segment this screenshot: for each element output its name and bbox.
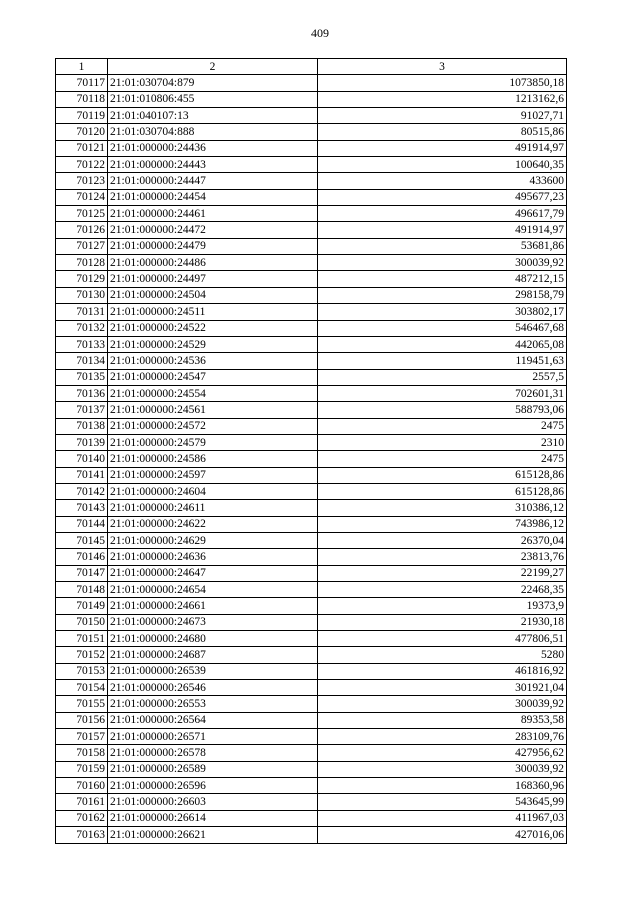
value-cell: 300039,92	[318, 761, 567, 777]
row-number-cell: 70124	[56, 189, 108, 205]
row-number-cell: 70160	[56, 778, 108, 794]
row-number-cell: 70125	[56, 206, 108, 222]
cadastral-number-cell: 21:01:000000:24461	[108, 206, 318, 222]
page-number: 409	[311, 26, 329, 40]
table-row	[56, 467, 567, 483]
row-number-cell: 70134	[56, 353, 108, 369]
value-cell: 1213162,6	[318, 91, 567, 107]
cadastral-number-cell: 21:01:000000:26564	[108, 712, 318, 728]
row-number-cell: 70133	[56, 336, 108, 352]
row-number-cell: 70147	[56, 565, 108, 581]
row-number-cell: 70136	[56, 385, 108, 401]
row-number-cell: 70154	[56, 680, 108, 696]
table-row	[56, 124, 567, 140]
value-cell: 615128,86	[318, 483, 567, 499]
table-row	[56, 516, 567, 532]
table-row	[56, 222, 567, 238]
row-number-cell: 70119	[56, 108, 108, 124]
row-number-cell: 70159	[56, 761, 108, 777]
value-cell: 168360,96	[318, 778, 567, 794]
value-cell: 119451,63	[318, 353, 567, 369]
row-number-cell: 70137	[56, 402, 108, 418]
row-number-cell: 70142	[56, 483, 108, 499]
value-cell: 22199,27	[318, 565, 567, 581]
table-row	[56, 614, 567, 630]
table-row	[56, 794, 567, 810]
row-number-cell: 70144	[56, 516, 108, 532]
cadastral-number-cell: 21:01:000000:24661	[108, 598, 318, 614]
value-cell: 5280	[318, 647, 567, 663]
value-cell: 477806,51	[318, 631, 567, 647]
value-cell: 615128,86	[318, 467, 567, 483]
row-number-cell: 70126	[56, 222, 108, 238]
cadastral-number-cell: 21:01:030704:888	[108, 124, 318, 140]
value-cell: 588793,06	[318, 402, 567, 418]
table-row	[56, 434, 567, 450]
table-row	[56, 827, 567, 843]
row-number-cell: 70163	[56, 827, 108, 843]
cadastral-number-cell: 21:01:000000:24597	[108, 467, 318, 483]
value-cell: 298158,79	[318, 287, 567, 303]
cadastral-number-cell: 21:01:000000:24511	[108, 304, 318, 320]
value-cell: 2557,5	[318, 369, 567, 385]
cadastral-number-cell: 21:01:000000:24472	[108, 222, 318, 238]
row-number-cell: 70139	[56, 434, 108, 450]
row-number-cell: 70123	[56, 173, 108, 189]
value-cell: 487212,15	[318, 271, 567, 287]
column-header-1: 1	[56, 59, 108, 75]
table-row	[56, 369, 567, 385]
value-cell: 91027,71	[318, 108, 567, 124]
cadastral-number-cell: 21:01:000000:26539	[108, 663, 318, 679]
cadastral-number-cell: 21:01:000000:24572	[108, 418, 318, 434]
value-cell: 300039,92	[318, 255, 567, 271]
row-number-cell: 70129	[56, 271, 108, 287]
table-row	[56, 353, 567, 369]
cadastral-number-cell: 21:01:000000:24447	[108, 173, 318, 189]
table-row	[56, 238, 567, 254]
cadastral-number-cell: 21:01:000000:24636	[108, 549, 318, 565]
value-cell: 23813,76	[318, 549, 567, 565]
table-row	[56, 745, 567, 761]
value-cell: 491914,97	[318, 222, 567, 238]
value-cell: 300039,92	[318, 696, 567, 712]
cadastral-number-cell: 21:01:000000:24647	[108, 565, 318, 581]
table-row	[56, 500, 567, 516]
row-number-cell: 70122	[56, 157, 108, 173]
cadastral-number-cell: 21:01:000000:24579	[108, 434, 318, 450]
cadastral-number-cell: 21:01:030704:879	[108, 75, 318, 91]
table-body	[56, 75, 567, 843]
cadastral-number-cell: 21:01:000000:24436	[108, 140, 318, 156]
value-cell: 310386,12	[318, 500, 567, 516]
value-cell: 427956,62	[318, 745, 567, 761]
value-cell: 26370,04	[318, 532, 567, 548]
table-row	[56, 336, 567, 352]
value-cell: 496617,79	[318, 206, 567, 222]
row-number-cell: 70156	[56, 712, 108, 728]
table-row	[56, 483, 567, 499]
row-number-cell: 70132	[56, 320, 108, 336]
value-cell: 442065,08	[318, 336, 567, 352]
data-table	[55, 58, 567, 844]
row-number-cell: 70161	[56, 794, 108, 810]
row-number-cell: 70153	[56, 663, 108, 679]
row-number-cell: 70127	[56, 238, 108, 254]
row-number-cell: 70141	[56, 467, 108, 483]
cadastral-number-cell: 21:01:000000:24561	[108, 402, 318, 418]
row-number-cell: 70143	[56, 500, 108, 516]
cadastral-number-cell: 21:01:000000:26578	[108, 745, 318, 761]
cadastral-number-cell: 21:01:000000:24622	[108, 516, 318, 532]
table-row	[56, 729, 567, 745]
table-row	[56, 451, 567, 467]
row-number-cell: 70130	[56, 287, 108, 303]
cadastral-number-cell: 21:01:000000:26596	[108, 778, 318, 794]
cadastral-number-cell: 21:01:000000:24680	[108, 631, 318, 647]
table-row	[56, 810, 567, 826]
table-row	[56, 173, 567, 189]
value-cell: 283109,76	[318, 729, 567, 745]
table-row	[56, 75, 567, 91]
table-row	[56, 418, 567, 434]
cadastral-number-cell: 21:01:000000:24547	[108, 369, 318, 385]
row-number-cell: 70158	[56, 745, 108, 761]
table-row	[56, 680, 567, 696]
cadastral-number-cell: 21:01:000000:26614	[108, 810, 318, 826]
table-row	[56, 565, 567, 581]
table-row	[56, 189, 567, 205]
value-cell: 100640,35	[318, 157, 567, 173]
cadastral-number-cell: 21:01:000000:26571	[108, 729, 318, 745]
value-cell: 461816,92	[318, 663, 567, 679]
row-number-cell: 70145	[56, 532, 108, 548]
table-row	[56, 663, 567, 679]
table-row	[56, 91, 567, 107]
table-row	[56, 287, 567, 303]
row-number-cell: 70135	[56, 369, 108, 385]
table-row	[56, 320, 567, 336]
row-number-cell: 70148	[56, 582, 108, 598]
table-row	[56, 157, 567, 173]
value-cell: 411967,03	[318, 810, 567, 826]
row-number-cell: 70162	[56, 810, 108, 826]
cadastral-number-cell: 21:01:040107:13	[108, 108, 318, 124]
cadastral-number-cell: 21:01:000000:24554	[108, 385, 318, 401]
value-cell: 491914,97	[318, 140, 567, 156]
table-row	[56, 532, 567, 548]
table-row	[56, 385, 567, 401]
value-cell: 495677,23	[318, 189, 567, 205]
value-cell: 1073850,18	[318, 75, 567, 91]
row-number-cell: 70150	[56, 614, 108, 630]
row-number-cell: 70146	[56, 549, 108, 565]
cadastral-number-cell: 21:01:000000:26621	[108, 827, 318, 843]
value-cell: 21930,18	[318, 614, 567, 630]
value-cell: 303802,17	[318, 304, 567, 320]
cadastral-number-cell: 21:01:000000:24454	[108, 189, 318, 205]
row-number-cell: 70121	[56, 140, 108, 156]
table-row	[56, 271, 567, 287]
table-row	[56, 402, 567, 418]
row-number-cell: 70120	[56, 124, 108, 140]
table-row	[56, 206, 567, 222]
value-cell: 301921,04	[318, 680, 567, 696]
table-row	[56, 647, 567, 663]
cadastral-number-cell: 21:01:000000:26546	[108, 680, 318, 696]
cadastral-number-cell: 21:01:000000:24522	[108, 320, 318, 336]
value-cell: 702601,31	[318, 385, 567, 401]
value-cell: 2310	[318, 434, 567, 450]
row-number-cell: 70128	[56, 255, 108, 271]
table-row	[56, 304, 567, 320]
row-number-cell: 70151	[56, 631, 108, 647]
table-row	[56, 696, 567, 712]
cadastral-number-cell: 21:01:000000:26553	[108, 696, 318, 712]
cadastral-number-cell: 21:01:000000:24586	[108, 451, 318, 467]
value-cell: 2475	[318, 451, 567, 467]
row-number-cell: 70131	[56, 304, 108, 320]
cadastral-number-cell: 21:01:000000:24673	[108, 614, 318, 630]
value-cell: 80515,86	[318, 124, 567, 140]
cadastral-number-cell: 21:01:000000:24486	[108, 255, 318, 271]
table-row	[56, 598, 567, 614]
value-cell: 89353,58	[318, 712, 567, 728]
cadastral-number-cell: 21:01:010806:455	[108, 91, 318, 107]
table-row	[56, 255, 567, 271]
cadastral-number-cell: 21:01:000000:24504	[108, 287, 318, 303]
cadastral-number-cell: 21:01:000000:26603	[108, 794, 318, 810]
cadastral-number-cell: 21:01:000000:24479	[108, 238, 318, 254]
cadastral-number-cell: 21:01:000000:24536	[108, 353, 318, 369]
table-row	[56, 140, 567, 156]
cadastral-number-cell: 21:01:000000:24497	[108, 271, 318, 287]
table-header-row	[56, 59, 567, 75]
cadastral-number-cell: 21:01:000000:24611	[108, 500, 318, 516]
row-number-cell: 70155	[56, 696, 108, 712]
cadastral-number-cell: 21:01:000000:24443	[108, 157, 318, 173]
row-number-cell: 70140	[56, 451, 108, 467]
row-number-cell: 70157	[56, 729, 108, 745]
cadastral-number-cell: 21:01:000000:24687	[108, 647, 318, 663]
cadastral-number-cell: 21:01:000000:24604	[108, 483, 318, 499]
value-cell: 22468,35	[318, 582, 567, 598]
row-number-cell: 70149	[56, 598, 108, 614]
table-row	[56, 778, 567, 794]
cadastral-number-cell: 21:01:000000:24529	[108, 336, 318, 352]
value-cell: 19373,9	[318, 598, 567, 614]
value-cell: 2475	[318, 418, 567, 434]
value-cell: 53681,86	[318, 238, 567, 254]
value-cell: 546467,68	[318, 320, 567, 336]
column-header-2: 2	[108, 59, 318, 75]
row-number-cell: 70152	[56, 647, 108, 663]
table-row	[56, 108, 567, 124]
cadastral-number-cell: 21:01:000000:26589	[108, 761, 318, 777]
value-cell: 543645,99	[318, 794, 567, 810]
row-number-cell: 70117	[56, 75, 108, 91]
table-row	[56, 549, 567, 565]
table-row	[56, 631, 567, 647]
value-cell: 433600	[318, 173, 567, 189]
cadastral-number-cell: 21:01:000000:24629	[108, 532, 318, 548]
table-row	[56, 761, 567, 777]
value-cell: 427016,06	[318, 827, 567, 843]
row-number-cell: 70138	[56, 418, 108, 434]
row-number-cell: 70118	[56, 91, 108, 107]
table-row	[56, 582, 567, 598]
cadastral-number-cell: 21:01:000000:24654	[108, 582, 318, 598]
table-row	[56, 712, 567, 728]
column-header-3: 3	[318, 59, 567, 75]
value-cell: 743986,12	[318, 516, 567, 532]
